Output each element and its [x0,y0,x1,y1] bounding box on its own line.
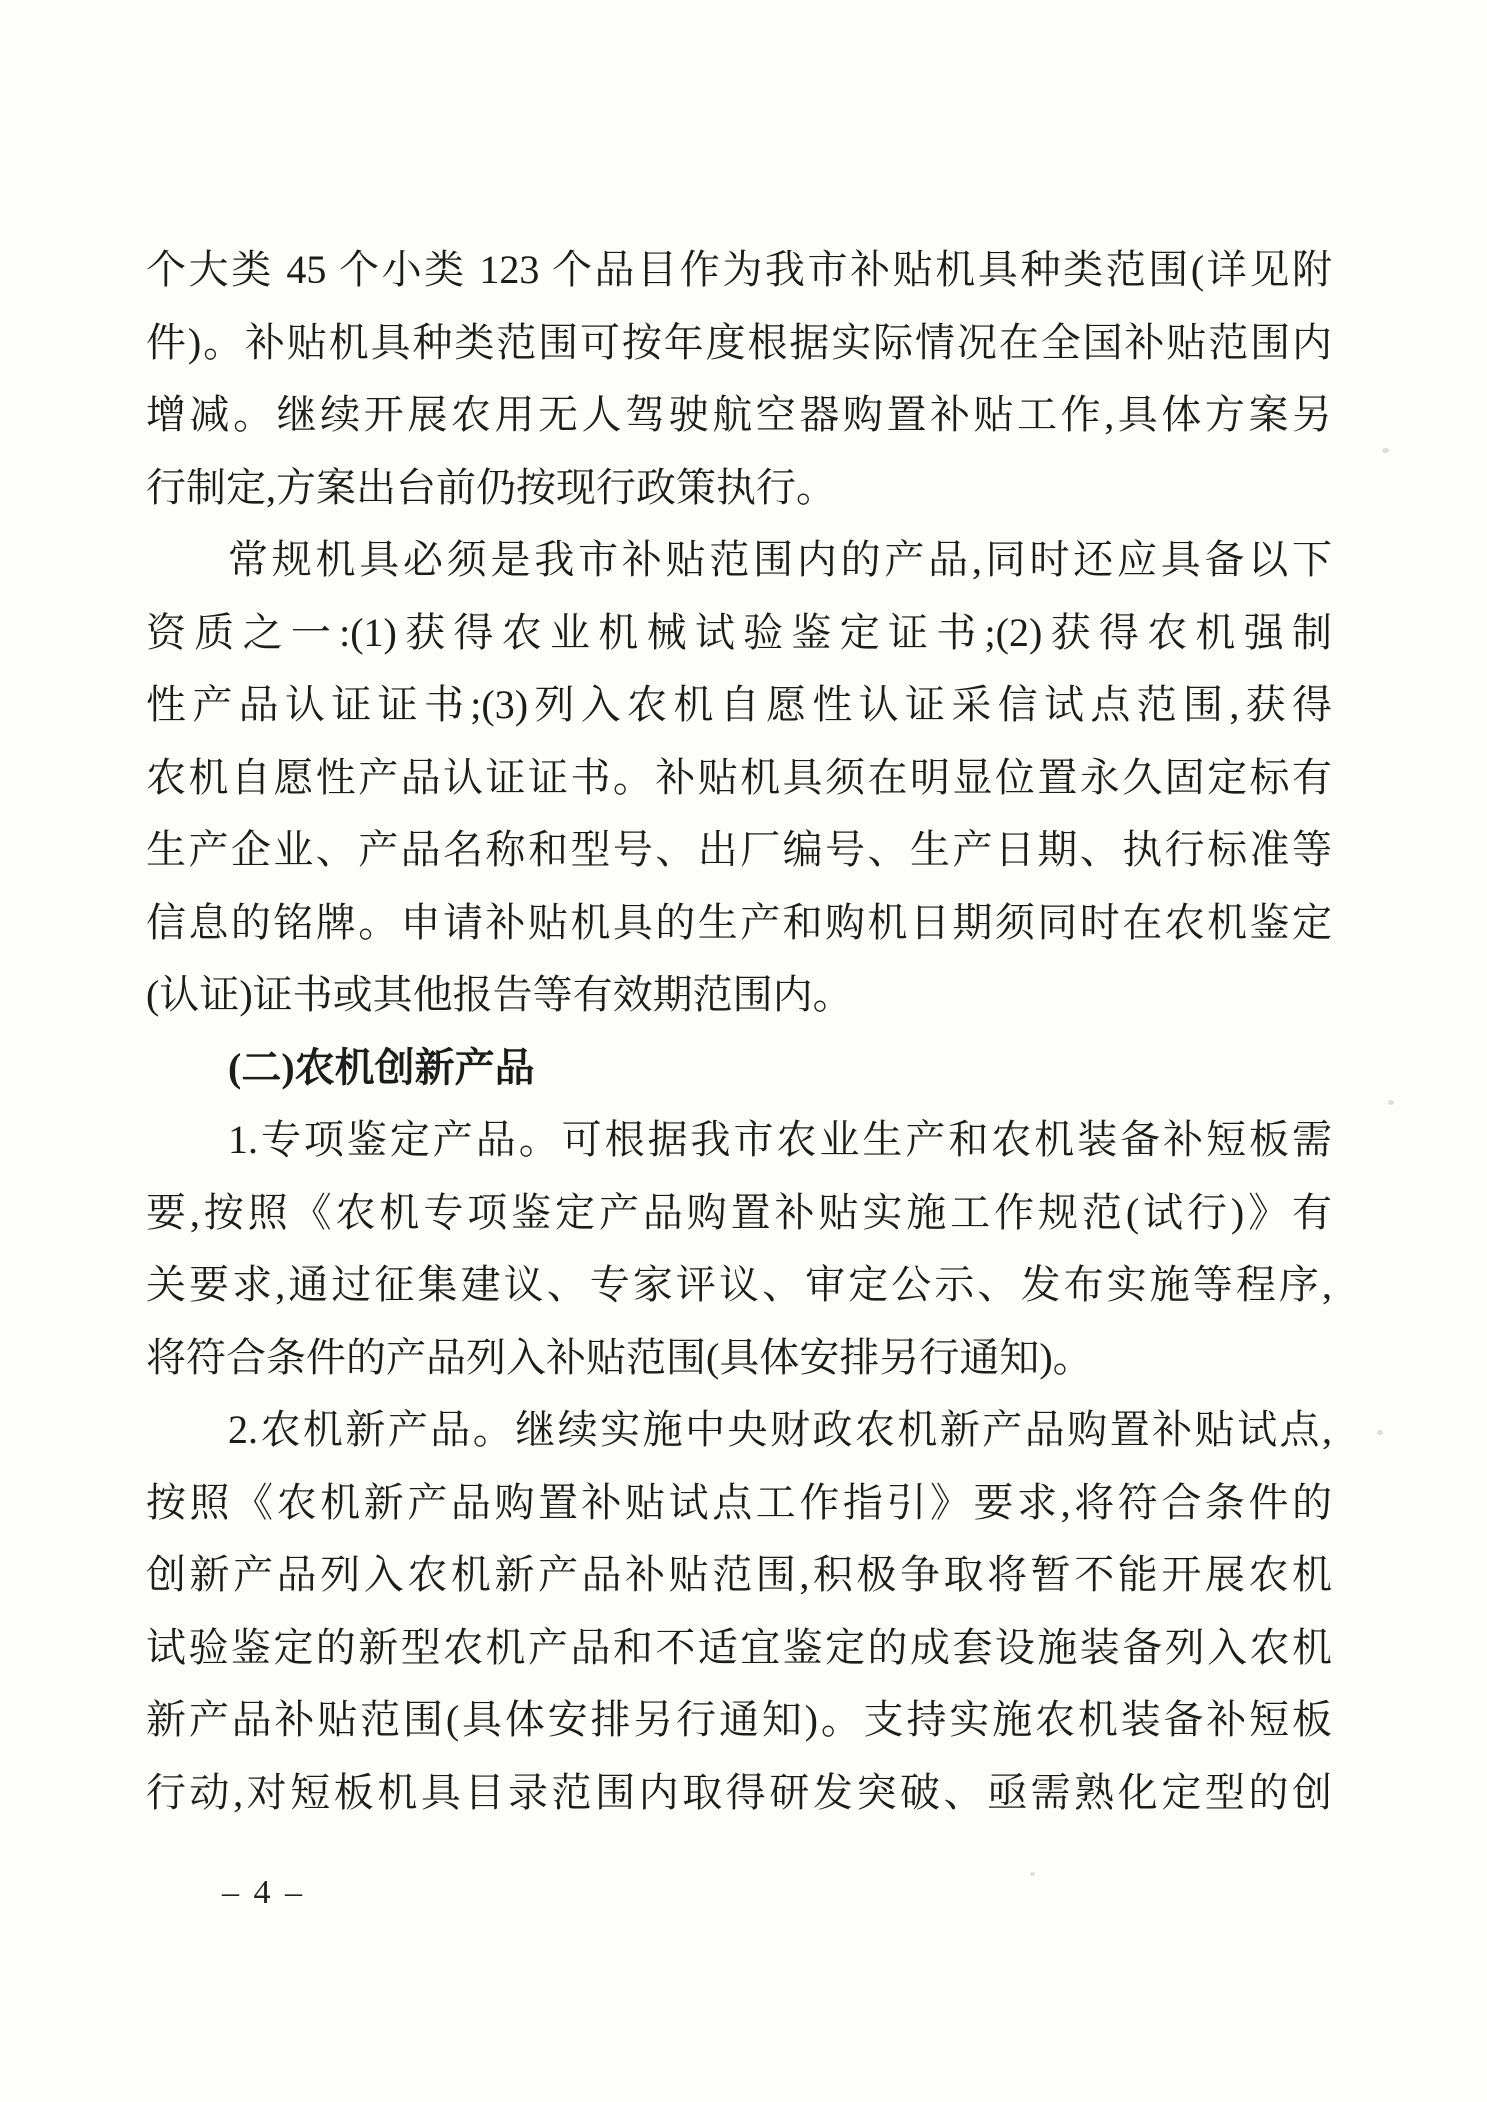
text-line: 将符合条件的产品列入补贴范围(具体安排另行通知)。 [146,1334,1093,1380]
text-line: (认证)证书或其他报告等有效期范围内。 [146,972,853,1017]
page-number: – 4 – [222,1874,305,1911]
text-line: 2.农机新产品。继续实施中央财政农机新产品购置补贴试点, [228,1407,1332,1452]
scan-speck [1377,1430,1383,1435]
text-line: 关要求,通过征集建议、专家评议、审定公示、发布实施等程序, [146,1262,1332,1307]
text-line: 生产企业、产品名称和型号、出厂编号、生产日期、执行标准等 [146,827,1332,872]
text-line: 件)。补贴机具种类范围可按年度根据实际情况在全国补贴范围内 [146,319,1332,365]
text-line: 增减。继续开展农用无人驾驶航空器购置补贴工作,具体方案另 [146,392,1332,437]
text-line: 常规机具必须是我市补贴范围内的产品,同时还应具备以下 [228,537,1332,582]
text-line: 试验鉴定的新型农机产品和不适宜鉴定的成套设施装备列入农机 [146,1624,1332,1670]
text-line: 农机自愿性产品认证证书。补贴机具须在明显位置永久固定标有 [146,754,1332,800]
text-line: 性产品认证证书;(3)列入农机自愿性认证采信试点范围,获得 [146,682,1332,727]
text-line: 个大类 45 个小类 123 个品目作为我市补贴机具种类范围(详见附 [146,247,1332,292]
scan-speck [1030,1872,1035,1876]
text-line: 行动,对短板机具目录范围内取得研发突破、亟需熟化定型的创 [146,1769,1332,1815]
text-line: 按照《农机新产品购置补贴试点工作指引》要求,将符合条件的 [146,1479,1332,1525]
text-line: 信息的铭牌。申请补贴机具的生产和购机日期须同时在农机鉴定 [146,899,1332,945]
scan-speck [1388,1100,1394,1105]
document-body [146,234,1332,1829]
text-line: 要,按照《农机专项鉴定产品购置补贴实施工作规范(试行)》有 [146,1189,1332,1235]
text-line: 新产品补贴范围(具体安排另行通知)。支持实施农机装备补短板 [146,1697,1332,1742]
text-line: 行制定,方案出台前仍按现行政策执行。 [146,464,836,510]
text-line: 资质之一:(1)获得农业机械试验鉴定证书;(2)获得农机强制 [146,609,1332,655]
scan-speck [1382,448,1389,453]
text-line: 创新产品列入农机新产品补贴范围,积极争取将暂不能开展农机 [146,1552,1332,1597]
text-line: 1.专项鉴定产品。可根据我市农业生产和农机装备补短板需 [228,1117,1332,1162]
text-line: (二)农机创新产品 [228,1044,535,1090]
